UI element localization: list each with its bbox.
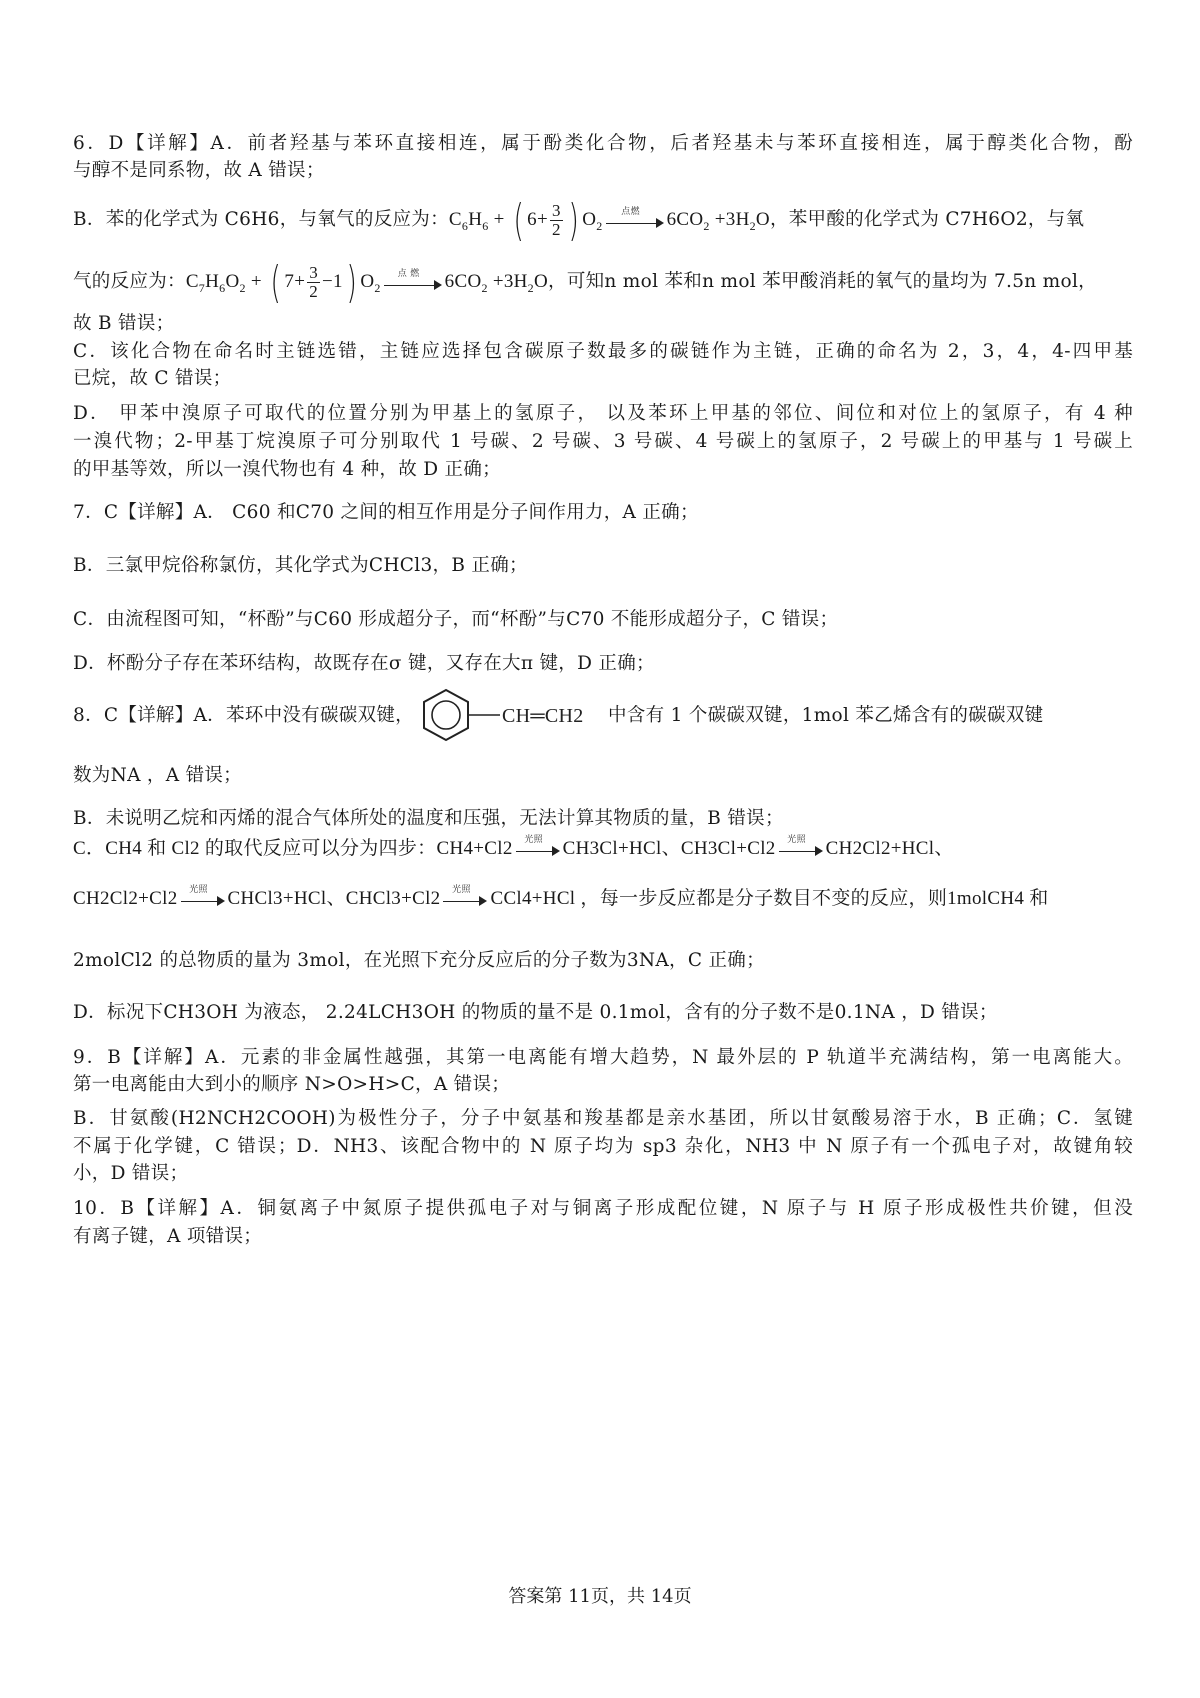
q10-line-1: 10．B【详解】A．铜氨离子中氮原子提供孤电子对与铜离子形成配位键，N 原子与 H 原子形成极性共价键，但没 <box>73 1198 1133 1219</box>
q8-b: B．未说明乙烷和丙烯的混合气体所处的温度和压强，无法计算其物质的量，B 错误； <box>73 808 784 829</box>
q6-line-2: 与醇不是同系物，故 A 错误； <box>73 160 325 181</box>
styrene-label: CH═CH2 <box>502 705 584 727</box>
q8-c-text-3: CH2Cl2+HCl、 <box>825 838 954 859</box>
q10-line-2: 有离子键，A 项错误； <box>73 1226 263 1247</box>
q7-a: 7．C【详解】A． C60 和C70 之间的相互作用是分子间作用力，A 正确； <box>73 502 699 523</box>
q8-c2-text-1: CH2Cl2+Cl2 <box>73 888 178 909</box>
q8-c-line-3: 2molCl2 的总物质的量为 3mol，在光照下充分反应后的分子数为3NA，C 正确； <box>73 950 765 971</box>
q9-line-3: B．甘氨酸(H2NCH2COOH)为极性分子，分子中氨基和羧基都是亲水基团，所以甘氨酸易溶于水，B 正确；C．氢键 <box>73 1108 1133 1129</box>
reaction-arrow <box>181 885 225 909</box>
condition-label: 光照 <box>452 885 471 895</box>
q6-b2-text-start: 气的反应为： <box>73 271 186 292</box>
page-footer: 答案第 11页，共 14页 <box>508 1586 692 1607</box>
q9-line-5: 小，D 错误； <box>73 1163 189 1184</box>
q7-b: B．三氯甲烷俗称氯仿，其化学式为CHCl3，B 正确； <box>73 555 528 576</box>
q6-b-line-3: 故 B 错误； <box>73 313 175 334</box>
condition-label: 点 燃 <box>397 268 420 279</box>
q9-line-1: 9．B【详解】A．元素的非金属性越强，其第一电离能有增大趋势，N 最外层的 P 轨道半充满结构，第一电离能大。 <box>73 1047 1133 1068</box>
reaction-arrow <box>443 885 487 909</box>
q9-line-4: 不属于化学键，C 错误；D．NH3、该配合物中的 N 原子均为 sp3 杂化，NH3 中 N 原子有一个孤电子对，故键角较 <box>73 1136 1133 1157</box>
q6-b-text-start: B．苯的化学式为 C6H6，与氧气的反应为： <box>73 209 449 230</box>
q6-d-line-2: 一溴代物；2-甲基丁烷溴原子可分别取代 1 号碳、2 号碳、3 号碳、4 号碳上的氢原子，2 号碳上的甲基与 1 号碳上 <box>73 431 1133 452</box>
q9-line-2: 第一电离能由大到小的顺序 N>O>H>C，A 错误； <box>73 1074 511 1095</box>
q6-c-line-2: 已烷，故 C 错误； <box>73 368 232 389</box>
q6-c-line-1: C．该化合物在命名时主链选错，主链应选择包含碳原子数最多的碳链作为主链，正确的命名为 2，3，4，4-四甲基 <box>73 341 1133 362</box>
q6-b2-text-end: ，可知n mol 苯和n mol 苯甲酸消耗的氧气的量均为 7.5n mol， <box>548 271 1097 292</box>
q6-b-line-1 <box>73 190 1133 250</box>
reaction-arrow <box>384 268 442 293</box>
condition-label: 光照 <box>787 835 806 845</box>
q6-d-line-3: 的甲基等效，所以一溴代物也有 4 种，故 D 正确； <box>73 459 501 480</box>
reaction-arrow <box>606 206 664 231</box>
q8-a-line-1 <box>73 683 1133 749</box>
condition-label: 光照 <box>189 885 208 895</box>
q8-a-text-end: 中含有 1 个碳碳双键，1mol 苯乙烯含有的碳碳双键 <box>608 705 1044 726</box>
q8-d: D．标况下CH3OH 为液态， 2.24LCH3OH 的物质的量不是 0.1mol，含有的分子数不是0.1NA ，D 错误； <box>73 1002 998 1023</box>
benzoic-acid-combustion-equation: $C_7H_6O_2$ + ( 7+ $\frac{3}{2}$ −1) $O_2$ 点 燃 $6CO_2 +3H_2O$ <box>185 256 549 308</box>
q6-b-text-end: ，苯甲酸的化学式为 C7H6O2，与氧 <box>769 209 1085 230</box>
q8-a-text-start: 8．C【详解】A．苯环中没有碳碳双键， <box>73 705 414 726</box>
q8-c-text-2: CH3Cl+HCl、CH3Cl+Cl2 <box>562 838 776 859</box>
benzene-combustion-equation: $C_6H_6$ + ( 6+ $\frac{3}{2}$ ) $O_2$ 点燃 $6CO_2 +3H_2O$ <box>448 194 770 246</box>
q8-c-line-2 <box>73 886 1133 912</box>
q8-c2-text-2: CHCl3+HCl、CHCl3+Cl2 <box>227 888 441 909</box>
q8-c-line-1 <box>73 836 1133 862</box>
styrene-structure <box>416 684 606 748</box>
q8-a-line-2: 数为NA ，A 错误； <box>73 765 242 786</box>
q6-b-line-2 <box>73 254 1133 310</box>
q8-c-text-1: C．CH4 和 Cl2 的取代反应可以分为四步：CH4+Cl2 <box>73 838 513 859</box>
q8-c2-text-3: CCl4+HCl ，每一步反应都是分子数目不变的反应，则1molCH4 和 <box>490 888 1049 909</box>
q7-d: D．杯酚分子存在苯环结构，故既存在σ 键，又存在大π 键，D 正确； <box>73 653 655 674</box>
q6-d-line-1: D． 甲苯中溴原子可取代的位置分别为甲基上的氢原子， 以及苯环上甲基的邻位、间位和对位上的氢原子，有 4 种 <box>73 403 1133 424</box>
reaction-arrow <box>779 835 823 859</box>
condition-label: 点燃 <box>621 206 640 217</box>
condition-label: 光照 <box>524 835 543 845</box>
reaction-arrow <box>516 835 560 859</box>
q7-c: C．由流程图可知，“杯酚”与C60 形成超分子，而“杯酚”与C70 不能形成超分子，C 错误； <box>73 609 839 630</box>
q6-line-1: 6．D【详解】A．前者羟基与苯环直接相连，属于酚类化合物，后者羟基未与苯环直接相连，属于醇类化合物，酚 <box>73 133 1133 154</box>
